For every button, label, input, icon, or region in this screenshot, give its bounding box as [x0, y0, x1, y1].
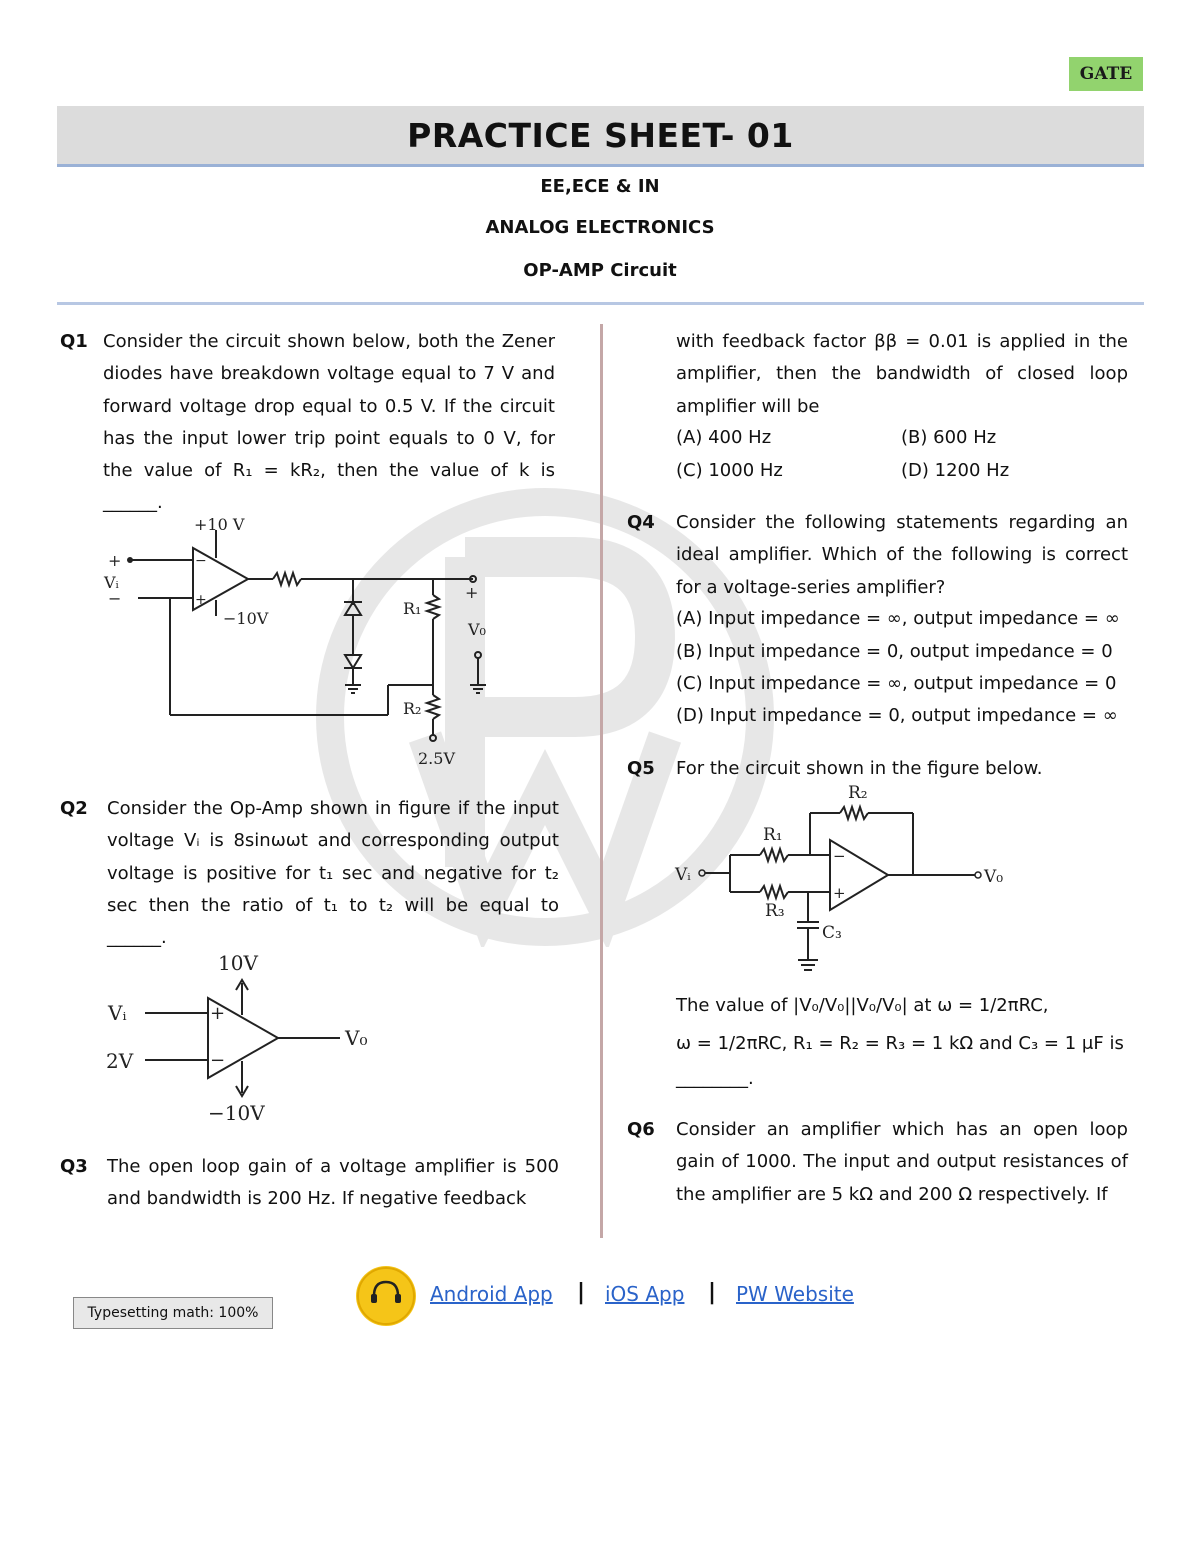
- q4-option-d[interactable]: (D) Input impedance = 0, output impedance = ∞: [676, 705, 1118, 726]
- q3-text-left: The open loop gain of a voltage amplifier is 500 and bandwidth is 200 Hz. If negative feedback: [107, 1156, 559, 1210]
- q5-circuit-diagram: [670, 780, 1050, 980]
- exam-badge: GATE: [1069, 57, 1143, 91]
- q1-vo-plus: +: [465, 583, 479, 602]
- q1-vo-label: V₀: [468, 620, 486, 639]
- q1-r1-label: R₁: [403, 599, 422, 618]
- q2-vee-label: −10V: [208, 1101, 265, 1125]
- q5-text: For the circuit shown in the figure below.: [676, 758, 1043, 779]
- q1-r2-label: R₂: [403, 699, 422, 718]
- q2-vcc-label: 10V: [218, 951, 258, 975]
- q4-option-c[interactable]: (C) Input impedance = ∞, output impedance = 0: [676, 673, 1117, 694]
- q2-vi-label: Vᵢ: [108, 1001, 127, 1025]
- q2-opamp-diagram: [100, 948, 400, 1128]
- typesetting-status: Typesetting math: 100%: [73, 1297, 273, 1329]
- q1-vcc-label: +10 V: [194, 515, 245, 534]
- title-bar: [57, 106, 1144, 167]
- q5-number: Q5: [627, 758, 655, 779]
- footer-separator: |: [577, 1280, 586, 1305]
- q5-c3-label: C₃: [822, 923, 842, 943]
- header-rule: [57, 302, 1144, 305]
- customer-service-logo[interactable]: [356, 1266, 416, 1326]
- q1-vi-label: Vᵢ: [104, 573, 119, 592]
- column-divider: [600, 324, 603, 1238]
- q2-op-minus: −: [210, 1050, 226, 1071]
- branches-heading: EE,ECE & IN: [540, 176, 660, 197]
- q1-op-plus: +: [195, 592, 207, 608]
- q1-plus-label: +: [108, 551, 122, 570]
- q2-vref-label: 2V: [106, 1049, 134, 1073]
- q5-op-minus: −: [833, 847, 846, 865]
- q3-text-right: with feedback factor ββ = 0.01 is applied in the amplifier, then the bandwidth of closed loop amplifier will be: [676, 331, 1128, 417]
- q1-ref-label: 2.5V: [418, 749, 455, 768]
- q1-circuit-diagram: [98, 510, 498, 775]
- subject-heading: ANALOG ELECTRONICS: [485, 217, 715, 238]
- q5-r3-label: R₃: [765, 901, 785, 921]
- q2-vo-label: V₀: [345, 1026, 368, 1050]
- q1-number: Q1: [60, 331, 88, 352]
- page-title: PRACTICE SHEET- 01: [407, 115, 794, 155]
- q5-line-2: ω = 1/2πRC, R₁ = R₂ = R₃ = 1 kΩ and C₃ = 1 μF is: [676, 1033, 1124, 1054]
- q5-vi-label: Vᵢ: [675, 865, 691, 885]
- q5-line-1: The value of |V₀/V₀||V₀/V₀| at ω = 1/2πRC,: [676, 995, 1049, 1016]
- q6-number: Q6: [627, 1119, 655, 1140]
- pw-website-link[interactable]: PW Website: [736, 1282, 854, 1306]
- q4-option-b[interactable]: (B) Input impedance = 0, output impedance = 0: [676, 641, 1113, 662]
- q4-option-a[interactable]: (A) Input impedance = ∞, output impedance = ∞: [676, 608, 1120, 629]
- q1-op-minus: −: [195, 553, 207, 569]
- q5-r2-label: R₂: [848, 783, 868, 803]
- q3-option-a[interactable]: (A) 400 Hz: [676, 427, 772, 448]
- q1-text: Consider the circuit shown below, both the Zener diodes have breakdown voltage equal to 7 V and forward voltage drop equal to 0.5 V. If the circuit has the input lower trip point equals to 0 V, for the value of R₁ = kR₂, then the value of k is ______.: [103, 331, 555, 514]
- q1-minus-label: −: [108, 589, 122, 608]
- footer-separator: |: [708, 1280, 717, 1305]
- q5-r1-label: R₁: [763, 825, 783, 845]
- ios-app-link[interactable]: iOS App: [605, 1282, 685, 1306]
- q5-line-3: ________.: [676, 1068, 754, 1089]
- android-app-link[interactable]: Android App: [430, 1282, 553, 1306]
- q4-number: Q4: [627, 512, 655, 533]
- headset-icon: [356, 1266, 416, 1326]
- q3-option-b[interactable]: (B) 600 Hz: [901, 427, 997, 448]
- q3-number: Q3: [60, 1156, 88, 1177]
- q2-text: Consider the Op-Amp shown in figure if the input voltage Vᵢ is 8sinωωt and corresponding output voltage is positive for t₁ sec and negative for t₂ sec then the ratio of t₁ to t₂ will be equal to ______.: [107, 798, 559, 949]
- q2-number: Q2: [60, 798, 88, 819]
- q2-op-plus: +: [210, 1003, 226, 1024]
- q3-option-c[interactable]: (C) 1000 Hz: [676, 460, 783, 481]
- q6-text: Consider an amplifier which has an open loop gain of 1000. The input and output resistances of the amplifier are 5 kΩ and 200 Ω respectively. If: [676, 1119, 1128, 1205]
- q4-text: Consider the following statements regarding an ideal amplifier. Which of the following is correct for a voltage-series amplifier?: [676, 512, 1128, 598]
- q3-option-d[interactable]: (D) 1200 Hz: [901, 460, 1010, 481]
- q5-op-plus: +: [833, 884, 846, 902]
- q1-vee-label: −10V: [223, 609, 269, 628]
- q5-vo-label: V₀: [984, 867, 1004, 887]
- topic-heading: OP-AMP Circuit: [523, 260, 677, 281]
